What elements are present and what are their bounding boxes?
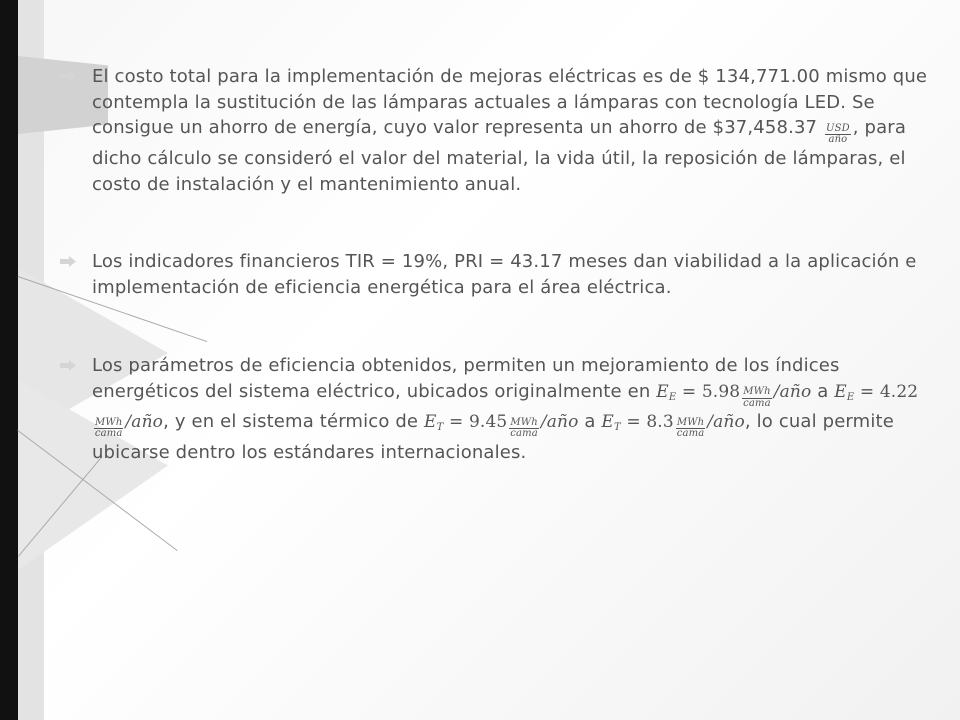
fraction-numerator: USD	[826, 122, 850, 134]
bullet-parameters: Los parámetros de eficiencia obtenidos, permiten un mejoramiento de los índices energéticos del sistema eléctrico, ubicados originalmente en $E_E = 5.98$ $\frac{\text{MWh}}{\text{cama}}$ /año a $E_E = 4.22$ $\frac{\text{MWh}}{\text{cama}}$ /año, y en el sistema térmico de $E_T = 9.45$ $\frac{\text{MWh}}{\text{cama}}$ /año a $E_T = 8.3$ $\frac{\text{MWh}}{\text{cama}}$ /año, lo cual permite ubicarse dentro los estándares internacionales.	[60, 353, 940, 465]
bullet-text: Los indicadores financieros TIR = 19%, PRI = 43.17 meses dan viabilidad a la aplicación e implementación de eficiencia energética para el área eléctrica.	[92, 251, 917, 299]
fraction-denominator: año	[828, 134, 848, 146]
bullet-text: El costo total para la implementación de mejoras eléctricas es de $ 134,771.00 mismo que contempla la sustitución de las lámparas actuales a lámparas con tecnología LED. Se consigue un ahorro de energía, cuyo valor representa un ahorro de $37,458.37	[92, 66, 928, 139]
bullet-indicators	[60, 249, 940, 300]
formula-thermal-improved: $E_T = 8.3$	[601, 412, 674, 434]
formula-electric-original: $E_E = 5.98$	[656, 381, 741, 403]
arrow-right-icon	[60, 71, 76, 82]
fraction-usd-per-year	[825, 124, 851, 146]
formula-electric-improved: $E_E = 4.22$	[834, 381, 919, 403]
fraction-mwh-per-bed: $\frac{\text{MWh}}{\text{cama}}$	[743, 386, 771, 409]
bullet-costs	[60, 64, 940, 197]
arrow-right-icon	[60, 256, 76, 267]
arrow-right-icon	[60, 360, 76, 371]
fraction-mwh-per-bed: $\frac{\text{MWh}}{\text{cama}}$	[510, 416, 538, 440]
bullet-text: Los parámetros de eficiencia obtenidos, permiten un mejoramiento de los índices energéticos del sistema eléctrico, ubicados originalmente en	[92, 354, 840, 402]
formula-thermal-original: $E_T = 9.45$	[424, 412, 508, 434]
fraction-mwh-per-bed: $\frac{\text{MWh}}{\text{cama}}$	[676, 416, 705, 440]
bullet-text: , para dicho cálculo se consideró el valor del material, la vida útil, la reposición de lámparas, el costo de instalación y el mantenimiento anual.	[92, 117, 907, 195]
fraction-mwh-per-bed: $\frac{\text{MWh}}{\text{cama}}$	[94, 416, 123, 440]
bullet-list	[60, 64, 940, 465]
left-black-bar	[0, 0, 18, 720]
